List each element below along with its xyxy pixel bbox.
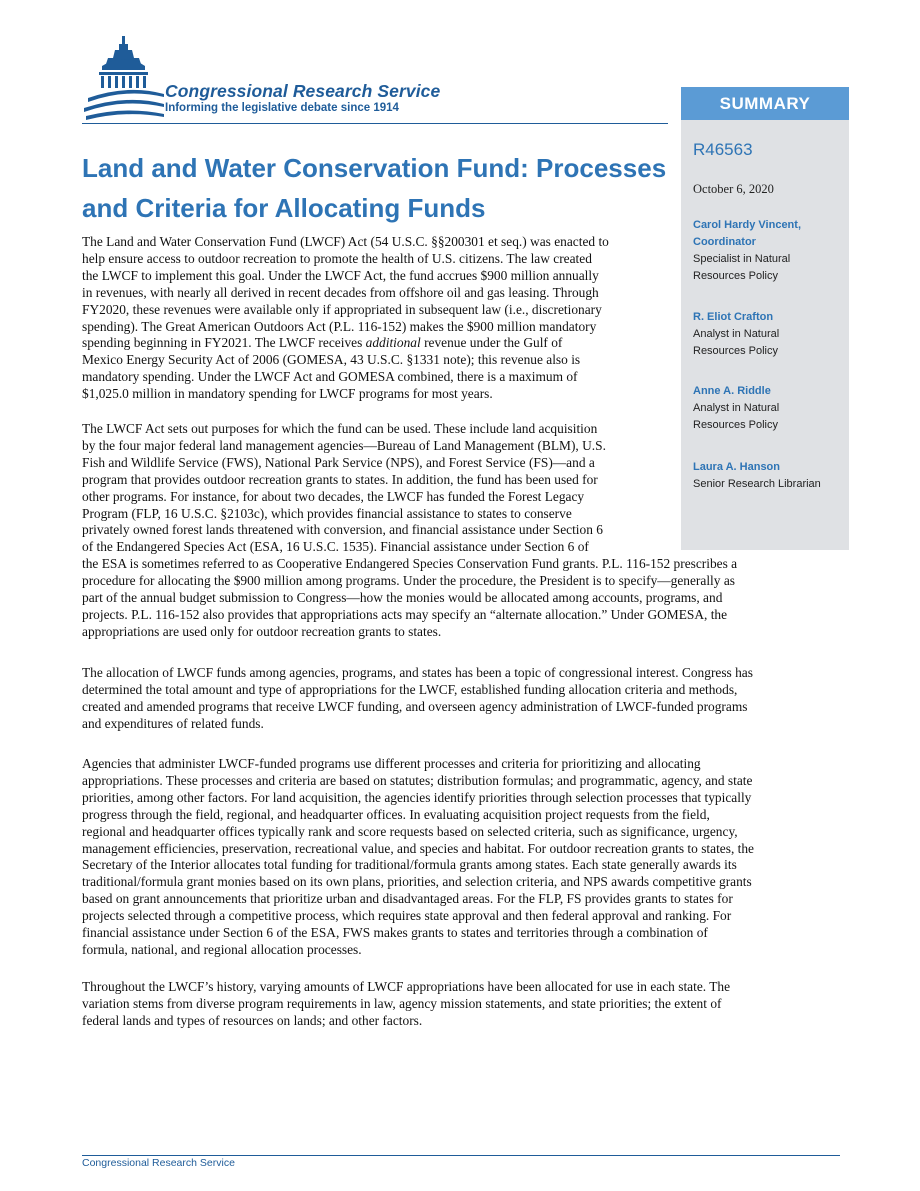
paragraph-line: in revenues, with nearly all derived in recent decades from offshore oil and gas leasing. Through xyxy=(82,284,599,300)
author-name: Carol Hardy Vincent, xyxy=(693,219,801,231)
report-number: R46563 xyxy=(693,140,753,159)
title-line: Land and Water Conservation Fund: Processes xyxy=(82,153,667,183)
paragraph-line: The allocation of LWCF funds among agencies, programs, and states has been a topic of congressional interest. Congress has xyxy=(82,665,753,680)
paragraph-line: of the Endangered Species Act (ESA, 16 U.S.C. 1535). Financial assistance under Section 6 of xyxy=(82,539,589,555)
paragraph-line: help ensure access to outdoor recreation to promote the health of U.S. citizens. The law created xyxy=(82,250,592,266)
author-name: Laura A. Hanson xyxy=(693,461,780,473)
paragraph-line: progress through the field, regional, and headquarter offices. In evaluating acquisition project requests from the field, xyxy=(82,806,710,822)
paragraph-line: based on grant announcements that prioritize urban and disadvantaged areas. For the FLP, FS provides grants to states for xyxy=(82,891,733,907)
paragraph-line: spending). The Great American Outdoors Act (P.L. 116-152) makes the $900 million mandatory xyxy=(82,318,597,334)
paragraph-line: Fish and Wildlife Service (FWS), National Park Service (NPS), and Forest Service (FS)—and a xyxy=(82,454,595,470)
author-role: Senior Research Librarian xyxy=(693,478,821,490)
paragraph-line: The Land and Water Conservation Fund (LWCF) Act (54 U.S.C. §§200301 et seq.) was enacted to xyxy=(82,234,609,249)
author-role: Specialist in Natural xyxy=(693,253,791,265)
paragraph-line: $1,025.0 million in mandatory spending for LWCF programs for most years. xyxy=(82,386,493,402)
footer-divider xyxy=(82,1155,840,1156)
paragraph-line: mandatory spending. Under the LWCF Act and GOMESA combined, there is a maximum of xyxy=(82,369,578,385)
author-role: Resources Policy xyxy=(693,345,778,357)
author-role: Coordinator xyxy=(693,236,756,248)
summary-paragraph xyxy=(82,756,754,959)
author-role: Resources Policy xyxy=(693,419,778,431)
paragraph-line: determined the total amount and type of appropriations for the LWCF, established funding allocation criteria and methods, xyxy=(82,681,738,697)
author-role: Analyst in Natural xyxy=(693,328,780,340)
paragraph-line: FY2020, these revenues were available only if appropriated in subsequent law (i.e., discretionary xyxy=(82,301,602,317)
paragraph-line: created and amended programs that receive LWCF funding, and overseen agency administration of LWCF-funded programs xyxy=(82,698,748,714)
paragraph-line: the ESA is sometimes referred to as Cooperative Endangered Species Conservation Fund grants. P.L. 116-152 prescribes a xyxy=(82,556,738,572)
paragraph-line: privately owned forest lands threatened with conversion, and financial assistance under Section 6 xyxy=(82,522,603,538)
paragraph-line: traditional/formula grant monies based on its own plans, priorities, and selection criteria, and NPS awards competitive grants xyxy=(82,874,752,890)
footer-text: Congressional Research Service xyxy=(82,1157,235,1169)
paragraph-line: financial assistance under Section 6 of the ESA, FWS makes grants to states and territories through a combination of xyxy=(82,925,708,941)
paragraph-line: Mexico Energy Security Act of 2006 (GOMESA, 43 U.S.C. §1331 note); this revenue also is xyxy=(82,352,581,368)
author-role: Resources Policy xyxy=(693,270,778,282)
paragraph-line: and expenditures of related funds. xyxy=(82,715,264,731)
paragraph-line: procedure for allocating the $900 million among programs. Under the procedure, the President is to specify—generally as xyxy=(82,573,735,589)
paragraph-line: federal lands and types of resources on lands; and other factors. xyxy=(82,1012,423,1028)
author-block xyxy=(693,309,779,360)
org-tagline: Informing the legislative debate since 1914 xyxy=(165,102,399,114)
org-name: Congressional Research Service xyxy=(165,81,441,101)
paragraph-line: appropriations are used only for outdoor recreation grants to states. xyxy=(82,623,442,639)
paragraph-line: appropriations. These processes and criteria are based on statutes; distribution formulas; and programmatic, agency, and state xyxy=(82,772,753,788)
author-name: Anne A. Riddle xyxy=(693,385,771,397)
paragraph-line: variation stems from diverse program requirements in law, agency mission statements, and state priorities; the extent of xyxy=(82,995,722,1011)
author-block xyxy=(693,217,801,285)
paragraph-line: program that provides outdoor recreation grants to states. In addition, the fund has been used for xyxy=(82,471,598,487)
paragraph-line: projects. P.L. 116-152 also provides that appropriations acts may specify an “alternate allocation.” Under GOMESA, the xyxy=(82,606,728,622)
summary-paragraph xyxy=(82,421,737,641)
paragraph-line: part of the annual budget submission to Congress—how the monies would be allocated among accounts, programs, and xyxy=(82,590,723,606)
paragraph-line: other programs. For instance, for about two decades, the LWCF has funded the Forest Legacy xyxy=(82,488,585,504)
paragraph-line: by the four major federal land management agencies—Bureau of Land Management (BLM), U.S. xyxy=(82,437,606,453)
paragraph-line: Throughout the LWCF’s history, varying amounts of LWCF appropriations have been allocated for use in each state. The xyxy=(82,979,731,994)
paragraph-line: priorities, among other factors. For land acquisition, the agencies identify priorities through selection processes that typically xyxy=(82,789,752,805)
report-date: October 6, 2020 xyxy=(693,182,774,196)
paragraph-line: regional and headquarter offices typically rank and score requests based on selected criteria, such as significance, urgency, xyxy=(82,823,738,839)
header-divider xyxy=(82,123,668,124)
summary-label: SUMMARY xyxy=(681,87,849,120)
summary-paragraph xyxy=(82,234,609,403)
paragraph-line: projects selected through a competitive process, which requires state approval and then federal approval and ranking. For xyxy=(82,908,732,924)
summary-paragraph xyxy=(82,665,753,733)
title-line: and Criteria for Allocating Funds xyxy=(82,193,486,223)
paragraph-line: the LWCF to implement this goal. Under the LWCF Act, the fund accrues $900 million annually xyxy=(82,267,599,283)
paragraph-line: Program (FLP, 16 U.S.C. §2103c), which provides financial assistance to states to conserve xyxy=(82,505,572,521)
author-name: R. Eliot Crafton xyxy=(693,311,774,323)
paragraph-line: Agencies that administer LWCF-funded programs use different processes and criteria for prioritizing and allocating xyxy=(82,756,701,771)
summary-paragraph xyxy=(82,979,730,1030)
document-title xyxy=(82,148,682,228)
author-role: Analyst in Natural xyxy=(693,402,780,414)
paragraph-line: formula, national, and regional allocation processes. xyxy=(82,941,362,957)
paragraph-line: Secretary of the Interior allocates total funding for traditional/formula grants among states. Each state generally awards its xyxy=(82,857,737,873)
paragraph-line: management efficiencies, preservation, recreational value, and species and habitat. For outdoor recreation grants to states, the xyxy=(82,840,754,856)
paragraph-line: The LWCF Act sets out purposes for which the fund can be used. These include land acquisition xyxy=(82,421,598,436)
paragraph-line: spending beginning in FY2021. The LWCF receives additional revenue under the Gulf of xyxy=(82,335,563,351)
